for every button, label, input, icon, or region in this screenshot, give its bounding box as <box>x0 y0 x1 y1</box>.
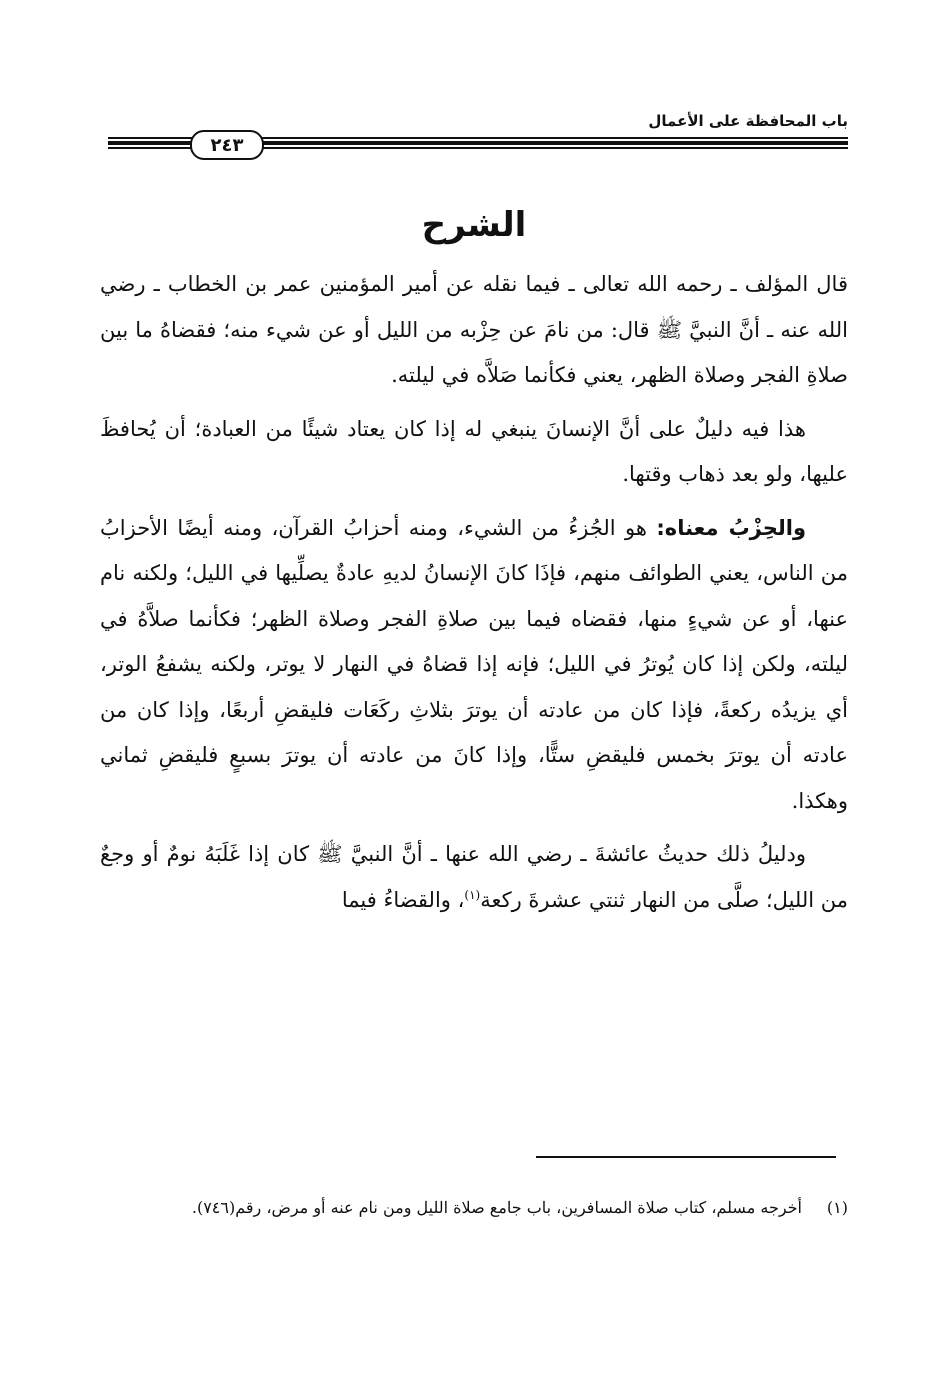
header-rule-right <box>258 137 848 149</box>
main-text <box>100 262 848 931</box>
section-title: الشرح <box>421 205 527 245</box>
footnote-marker: (١) <box>826 1198 848 1217</box>
header-rule-left <box>108 137 194 149</box>
running-header: باب المحافظة على الأعمال <box>648 112 848 130</box>
paragraph-4 <box>100 832 848 923</box>
paragraph-2: هذا فيه دليلٌ على أنَّ الإنسانَ ينبغي له إذا كان يعتاد شيئًا من العبادة؛ أن يُحافظَ عليها، ولو بعد ذهاب وقتها. <box>100 416 848 486</box>
paragraph-3 <box>100 506 848 825</box>
paragraph-3-text: هو الجُزءُ من الشيء، ومنه أحزابُ القرآن، ومنه أيضًا الأحزابُ من الناس، يعني الطوائف منهم، فإذَا كانَ الإنسانُ لديهِ عادةٌ يصلِّيها في الليل؛ ولكنه نام عنها، أو عن شيءٍ منها، فقضاه فيما بين صلاةِ الفجر وصلاة الظهر؛ فكأنما صلاَّهُ في ليلته، ولكن إذا كان يُوترُ في الليل؛ فإنه إذا قضاهُ في النهار لا يوتر، ولكنه يشفعُ الوتر، أي يزيدُه ركعةً، فإذا كان من عادته أن يوترَ بثلاثِ ركَعَات فليقضِ أربعًا، وإذا كان من عادته أن يوترَ بخمس فليقضِ ستًّا، وإذا كانَ من عادته أن يوترَ بسبعٍ فليقضِ ثماني وهكذا. <box>100 515 848 813</box>
paragraph-1: قال المؤلف ـ رحمه الله تعالى ـ فيما نقله عن أمير المؤمنين عمر بن الخطاب ـ رضي الله عنه ـ أنَّ النبيَّ ﷺ قال: من نامَ عن حِزْبه من الليل أو عن شيء منه؛ فقضاهُ ما بين صلاةِ الفجر وصلاة الظهر، يعني فكأنما صَلاَّه في ليلته. <box>100 272 848 387</box>
paragraph-4-continuation: ، والقضاءُ فيما <box>341 887 465 912</box>
term-hizb: والحِزْبُ معناه: <box>656 515 807 540</box>
footnote-text: أخرجه مسلم، كتاب صلاة المسافرين، باب جامع صلاة الليل ومن نام عنه أو مرض، رقم(٧٤٦). <box>191 1198 802 1217</box>
page-number: ٢٤٣ <box>190 130 264 160</box>
paragraph-4-text: ودليلُ ذلك حديثُ عائشةَ ـ رضي الله عنها ـ أنَّ النبيَّ ﷺ كان إذا غَلَبَهُ نومٌ أو وجعٌ من الليل؛ صلَّى من النهار ثنتي عشرةَ ركعة <box>100 842 848 912</box>
footnote <box>100 1194 848 1222</box>
footnote-reference[interactable]: (١) <box>464 887 481 902</box>
footnote-divider <box>536 1156 836 1158</box>
